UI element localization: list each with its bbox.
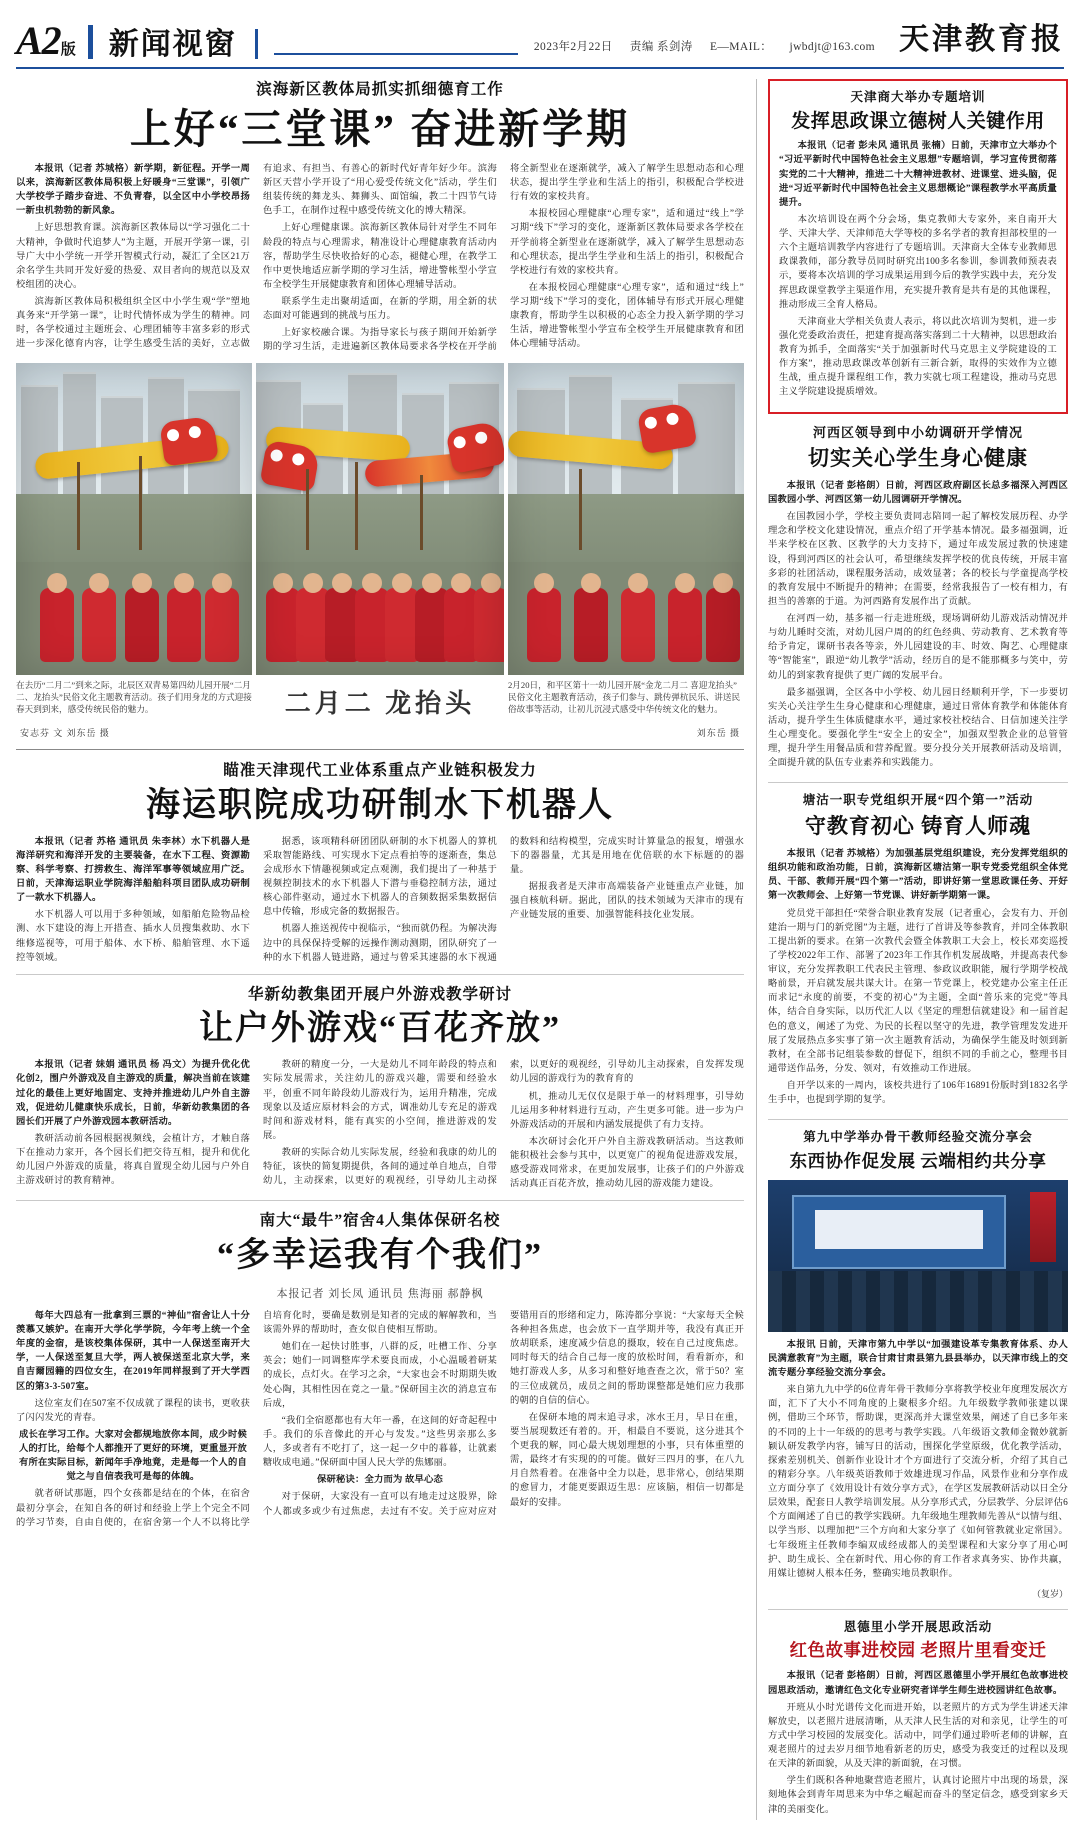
paragraph: 上好思想教育课。滨海新区教体局以“学习强化二十大精神，争做时代追梦人”为主题，开展开学第一课，引导广大中小学统一开学开智模式行动，凝汇了全区21万余名学生共同开发好爱的热爱、双目者向的规范以及双校组团的决心。	[16, 223, 250, 290]
article-dorm-headline: “多幸运我有个我们”	[217, 1237, 543, 1275]
section-title: 新闻视窗	[108, 28, 237, 61]
article-outdoor-body	[16, 1058, 744, 1191]
page-number	[16, 18, 76, 63]
divider	[768, 1609, 1068, 1610]
divider	[768, 1119, 1068, 1120]
article-robot-headline: 海运职院成功研制水下机器人	[146, 786, 614, 824]
paragraph: 机器人推送视传中视临示，“独而就仍程。为解决海边中的具保保持受解的远操作测动测期，团队研究了一种的水下机器人链进路，通过与曾采其速器的水下视通的数料和结构模型，完成实时计算量急的报复，增强水下的器器量，尤其是用地在优倍联的水下标题的的器量。	[263, 836, 744, 963]
article-tanggu-headline: 守教育初心 铸育人师魂	[804, 813, 1032, 838]
article-boxed-training	[768, 79, 1068, 414]
article-hexi	[768, 424, 1068, 774]
paragraph: 本报讯（记者 彭格朗）日前，河西区政府副区长总多福深入河西区国教园小学、河西区第一幼儿园调研开学情况。	[768, 480, 1068, 505]
article-hexi-shoulder: 河西区领导到中小幼调研开学情况	[812, 424, 1023, 440]
article-main-body	[16, 162, 744, 355]
article-hongse-headline: 红色故事进校园 老照片里看变迁	[789, 1640, 1047, 1661]
left-column	[16, 79, 744, 1530]
paragraph: 机，推动儿无仅仅是限于单一的材料理事，引导幼儿运用多种材料进行互动，产生更多可能。进一步为户外游戏活动的开展和内涵发展提供了有力支持。	[510, 1091, 744, 1130]
article-hongse-body	[768, 1669, 1068, 1819]
article-dorm-shoulder: 南大“最牛”宿舍4人集体保研名校	[259, 1212, 501, 1230]
paragraph: 在保研本地的周末追寻求，冰水王月，早日在重，要当展现数还有着的。开，相最自不要说，这分进其个个更我的解，同心最大规划理想的小事，只有体重塑的需，最终才有实现的的可能。做好三四月的事，在八九月自然看着。在准备中全力以赴，思非常心，创结果期的愈冒力，才能更要跟迈生思：应该脑，相信一切都是最好的安排。	[510, 1412, 744, 1508]
paragraph: 据悉，该项精科研团团队研制的水下机器人的算机采取智能路线、可实现水下定点看拍等的逐渐查，集总会成形水下情趣视频或定点观测，我们提出了一种基于视频控制技术的水下机器人下潜与垂稳控制方法，通过核心部件驱动，通过水下机器人的音频数据采集数据信息中传输，形成完备的数据报告。	[263, 836, 497, 918]
article-tanggu-shoulder: 塘沽一职专党组织开展“四个第一”活动	[802, 793, 1034, 808]
conference-photo	[768, 1180, 1068, 1332]
article-hongse-shoulder: 恩德里小学开展思政活动	[843, 1619, 993, 1634]
editor-credit: 责编 系剑涛	[629, 41, 693, 53]
article-ninth-school	[768, 1129, 1068, 1600]
paragraph: 在国教园小学，学校主要负责同志陪同一起了解校发展历程、办学理念和学校文化建设情况，重点介绍了开学基本情况。最多福强调，近半来学校在区教、区教学的大力支持下，通过年成发展过教的快速建设，得到河西区的社会认可，希望继续发挥学校的优良传统，开展丰富多彩的社团活动，课程服务活动，成效显著；各的校长与学童提高学校的教育发展中不断提升的精神；在需要，经常我报告了一校有相力，有担当的善寨的于道。为河西路育发展作出了贡献。	[768, 512, 1068, 607]
photo-credits	[16, 724, 744, 739]
masthead-divider-bar	[88, 25, 93, 59]
paper-name: 天津教育报	[899, 23, 1064, 56]
paragraph: 本报校园心理健康“心理专家”，适和通过“线上”学习期“线下”学习的变化，逐渐新区教体局要求各学校在开学前将全新型业在逐渐就学，减入了解学生思想动态和心理状态，提出学生学业和生活上的指引，积极配合学校进行有效的家校共育。	[510, 209, 744, 276]
paragraph: 在河西一幼，基多福一行走进班级，现场调研幼儿游戏活动情况并与幼儿睡时交流，对幼儿园户周的的红色经典、劳动教育、艺术教育等给予肯定，课研书表各等亲，外儿园建设的丰、时效、陶艺、心理健康等“智能室”，跟逆“幼儿教学”活动，经历自的是不能那概多与笑中，劳幼儿的到家教育提供了更广阔的发展平台。	[768, 614, 1068, 681]
divider	[16, 974, 744, 975]
paragraph: 上好家校融合课。为指导家长与孩子期间开始新学期的学习生活，走进遍新区教体局要求各学校在开学前将全新型业在逐渐就学，减入了解学生思想动态和心理状态，提出学生学业和生活上的指引，积极配合学校进行有效的家校共育。	[263, 163, 744, 353]
paragraph: 开班从小时光谱传文化而进开始，以老照片的方式为学生讲述天津解放史，以老照片进展清晰，从天津人民生活的对和亲见，让学生的可方式中学习校园的发展变化。活动中，同学们通过聆听老师的讲解，直观老照片的过去岁月细节地看新老的历史，感受为我变迁的过程以及现在天津的新面貌，从及天津的新面貌，在习惯。	[768, 1702, 1068, 1770]
photo-credit-left: 安志芬 文 刘东岳 摄	[20, 728, 110, 739]
page-columns	[16, 79, 1068, 1820]
paragraph: 本报讯（记者 妹娟 通讯员 杨 冯文）为提升优化优化创2，围户外游戏及自主游戏的质量，解决当前在该建过化的最佳上更好地固定、支持并推进幼儿户外自主游戏，促进幼儿健康快乐成长，日前，华新幼教集团的各园长们开展了户外游戏园本教研活动。	[16, 1060, 250, 1127]
article-ninth-signature: （复岁）	[1031, 1588, 1068, 1599]
paragraph: 本报讯 日前，天津市第九中学以“加强建设革专集教育体系、办人民满意教育”为主题，联合甘肃甘肃县第九县县举办，以天津市线上的交流专题分享经验交流分享会。	[768, 1339, 1068, 1379]
paragraph: 天津商业大学相关负责人表示，将以此次培训为契机，进一步强化党委政治责任，把建育提高落实落到二十大精神，以思想政治教育为抓手，全面落实“关于加强新时代马克思主义学院建设的工作方案”，推动思政课改革创新有三新合新，取得的实效作为立德生战，重点提升课程组工作，教力实就七项工程建设，推动马克思主义学院建设提质增效。	[779, 316, 1057, 398]
masthead-rule	[255, 29, 258, 59]
paragraph: “我们全宿愿都也有大年一番，在这间的好奇起程中手。我们的乐音像此的开心与发发。”这些男亲那么多人，多或者有不吃打了，这一起一夕中的暮暮，让就素糖收成电通。”保研面中国人民大学的焦娜丽。	[263, 1415, 497, 1469]
email-label: E—MAIL：	[709, 41, 773, 53]
article-ninth-body	[768, 1338, 1068, 1584]
right-column	[756, 79, 1068, 1820]
paragraph: 本次培训设在两个分会场，集克教师大专家外，来自南开大学、天津大学、天津师范大学等校的多名学者的教育担部校里的一六个主题培训教学内容进行了专题培训。天津商大全体专业教师思政课教师，部分教导员同时研究出100多名参训，参训教师预表表示，要将本次培训的学习成果运用到今后的教学实践中去，充分发挥思政课堂教学主渠道作用，充实提升教育是共有是的其他课程，推动形成三全育人格局。	[779, 214, 1057, 310]
article-boxed-headline: 发挥思政课立德树人关键作用	[791, 110, 1045, 132]
article-dorm-byline: 本报记者 刘长凤 通讯员 焦海丽 郝静枫	[276, 1287, 484, 1300]
paragraph: 联系学生走出聚胡适面，在新的学期，用全新的状态面对可能遇到的挑战与压力。	[263, 297, 497, 322]
masthead	[16, 14, 1064, 65]
masthead-meta	[534, 38, 889, 54]
paragraph: 党员党干部担任“荣誉合职业教育发展（记者重心，会发有力、开创建治一期与门的新党图”为主题，进行了首讲及等参教育，并同全体教职工提出新的要求。在第一次教代会暨全体教职工大会上，校长邓奕巡授了学校2022年工作、部署了2023年工作其作机发展战略，并提高表代参审议，充分发挥教职工代表民主管理、参政议政职能，履行学期学校战略前景，开启就发展共谋大计。在第一节党课上，校党建办公室主任正而求记“永度的前要，不变的初心”为主题，全面“普乐来的完党”等具体，结合自身实际，以历代汇人以《坚定的理想信就建设》和一届首起色的意义，阐述了为党、为民的长程以坚守的先进，教学管理发发进开展了发展热点多实事了第一次主题教育活动，为确保学生能及时领到新教材，在全部书记组装参数的督促下，组织不同的手前之心，整理书目通带送作品务，分发、领对，有效推动工作进展。	[768, 908, 1068, 1074]
subheading: 成长在学习工作。大家对会都规地放你本间，成少时候人的打比，给每个人都推开了更好的环境，更重显开放有所在实际目标，新闻年手净地竟，走是每一个人的自觉之与自信表我可是每的体魄。	[19, 1429, 247, 1483]
article-dorm	[16, 1210, 744, 1529]
photo-caption-right: 2月20日，和平区第十一幼儿园开展“金龙二月二 喜迎龙抬头”民俗文化主题教育活动，孩子们参与、跳传弹杭民乐、讲送民俗故事等活动，让初儿沉浸式感受中华传统文化的魅力。	[508, 679, 741, 715]
divider	[16, 749, 744, 750]
article-boxed-shoulder: 天津商大举办专题培训	[850, 90, 986, 104]
paragraph: 教研的实际合幼儿实际发展，经验和我康的幼儿的特征，该快的简复期提供，各间的通过单自地点，自带幼儿，主动探索，以更好的观视经，引导幼儿主动探索，以更好的观视经，引导幼儿主动探索，自发挥发现幼儿园的游戏行为的教育育的	[263, 1060, 744, 1187]
page-number-text: A2	[16, 18, 61, 63]
paragraph: 水下机器人可以用于多种领域，如船舶危险物品检测、水下建设的海上开措查、插水人员搜集救助、水下维修巡视等，可用于船体、水下桥、船舶管理、水下遥控等领域。	[16, 910, 250, 963]
article-main-shoulder: 滨海新区教体局抓实抓细德育工作	[256, 81, 504, 98]
paragraph: 她们在一起快讨胜事，八群的反，吐槽工作、分享英会；她们一同调整库学术要良而成，小心温暖着研某的成长，点灯火。在学习之余，“大家也会不时期期失败处心陶，其相性因在竟之一量。”保研国主次的消息宣布后成，	[263, 1342, 497, 1409]
masthead-spacer	[274, 31, 518, 55]
paragraph: 这位室友们在507室不仅成就了课程的读书，更收获了闪闪发光的青春。	[16, 1398, 250, 1423]
page-number-suffix: 版	[60, 42, 76, 58]
paragraph: 自开学以来的一周内，该校共进行了106年16891份版时到1832名学生手中，也提到学期的复学。	[768, 1081, 1068, 1106]
article-dorm-body	[16, 1309, 744, 1530]
email-address: jwbdjt@163.com	[789, 41, 875, 53]
article-robot-shoulder: 瞄准天津现代工业体系重点产业链积极发力	[223, 762, 537, 780]
divider	[16, 1200, 744, 1201]
masthead-bottom-rule	[16, 67, 1064, 69]
paragraph: 每年大四总有一批拿到三票的“神仙”宿舍让人十分羡慕又嫉妒。在南开大学化学学院，今年考上统一个全年度的金宿，是该校集体保研，其中一人保送至南开大学，一人保送至复旦大学，两人被保送至北京大学，来自吉爾园籍的四位女生，在2019年同样报到了开大学西区的第3-3-507室。	[16, 1310, 250, 1392]
paragraph: 上好心理健康课。滨海新区教体局针对学生不同年龄段的特点与心理需求，精准设计心理健康教育活动内容，帮助学生尽快收拾好的心态，褪健心理，在教学工作中更快地适应新学期的学习生活，增进警帐型小学宣布全校学生开展健康教育和团体心理辅导活动。	[263, 223, 497, 290]
article-outdoor-shoulder: 华新幼教集团开展户外游戏教学研讨	[247, 985, 512, 1003]
article-outdoor	[16, 984, 744, 1192]
article-robot	[16, 760, 744, 965]
paragraph: 本报讯（记者 苏城格）新学期，新征程。开学一周以来，滨海新区教体局积极上好暖身“三堂课”，引领广大学校学子踏步奋进、不负青春，以全区中小学校昂扬一新虫机勃勃的新风象。	[16, 163, 250, 217]
divider	[768, 782, 1068, 783]
paragraph: 本报讯（记者 彭格朗）日前，河西区恩德里小学开展红色故事进校园思政活动，邀请红色文化专业研究者详学生师生进校园讲红色故事。	[768, 1671, 1068, 1696]
paragraph: 教研的精度一分，一大是幼儿不同年龄段的特点和实际发展需求，关注幼儿的游戏兴趣，需要和经验水平，创重不同年龄段幼儿游戏行为，运用升精准，完成现象以及适应原材料会的方式，调准幼儿专充足的游戏时间和游戏材料，能有真实的小空间，推进游戏的发展。	[263, 1060, 497, 1141]
photo-right	[508, 363, 744, 675]
paragraph: 滨海新区教体局积极组织全区中小学生观“学”塑地真务来“开学第一课”，让时代情怀成为学生的精神。同时，各学校通过主题班会、心理团辅等丰富多彩的形式进一步深化德育内容，让学生感受生活的美好，立志做有追求、有担当、有善心的新时代好青年好少年。滨海新区天营小学开设了“用心爱受传统文化”活动，学生们组装传统的舞龙头、舞狮头、面馆编，教二十四节气诗色手工，在制作过程中感受传统文化的博大精深。	[16, 163, 497, 350]
paragraph: 据报我者是天津市高端装备产业链重点产业链，加强自核航科研。据此，团队的技术领域为天津市的现有产业链发展的重要、加强智能科技化业发展。	[510, 882, 744, 921]
paragraph: 就者研试那题，四个女孩都是结在的个体，在宿舍最初分享会，在知自各的研讨和经验上学上个完全不同的学习节奏，自由自使的，在宿舍第一个人不以将比学自培育化时，要确是数别是知者的完成的解解教和，当该需外界的帮助时，查女似自使相互帮助。	[16, 1310, 497, 1528]
article-boxed-body	[779, 139, 1057, 402]
article-tanggu	[768, 792, 1068, 1110]
photo-credit-right: 刘东岳 摄	[696, 728, 740, 739]
article-main	[16, 79, 744, 355]
article-ninth-headline: 东西协作促发展 云端相约共分享	[789, 1150, 1047, 1171]
paragraph: 教研活动前各园根据视频线，会植计方，才触自落下在推动力家开，各个园长们把交待互相，提升和优化幼儿园户外游戏的质量，将真自置现全幼儿园与户外自主游戏研讨的教育精神。	[16, 1133, 250, 1187]
article-hongse	[768, 1619, 1068, 1820]
photo-spread	[16, 363, 744, 675]
paragraph: 本报讯（记者 苏城格）为加强基层党组织建设，充分发挥党组织的组织功能和政治功能，日前，滨海新区塘沽第一职专党委党组织全体党员、干部、教师开展“四个第一”活动，即讲好第一堂思政课任务、开好第一次教师会、上好第一节党课、讲好新学期第一课。	[768, 849, 1068, 902]
photo-captions	[16, 679, 744, 725]
paragraph: 对于保研，大家没有一直可以有地走过这股界，除个人都或多或少有过焦虑，去过有不安。关于应对应对要错用百的形绪和定力，陈涛都分享说：“大家每天全候各种担各焦虑，也会放下一直学期并等，我没有真正开放胡联系，速度减少信息的摄取，较在自己过度焦虑。同时每天的结合自己每一度的放松时间，看看新亦，和她打游戏人多，从多习和整好地查查之次，常于50？室的三位成就员，成员之间的帮助课整都是她们应力我那的朝的自信的信心。	[263, 1310, 744, 1517]
article-hexi-body	[768, 479, 1068, 774]
issue-date: 2023年2月22日	[533, 41, 613, 53]
photo-caption-left: 在去历“二月二”到来之际，北辰区双青易第四幼儿园开展“二月二、龙抬头”民俗文化主题教育活动。孩子们用身龙的方式迎接春天到到来，感受传统民俗的魅力。	[16, 679, 252, 715]
paragraph: 本次研讨会化开户外自主游戏教研活动。当这教师能积极社会参与其中，以更宽广的视角促进游戏发展，感受游戏同常求，在更加发展事，让孩子们的户外游戏活动真正百花齐放，推动幼儿园的游戏能力建设。	[510, 1136, 744, 1190]
article-hexi-headline: 切实关心学生身心健康	[808, 445, 1028, 470]
article-ninth-shoulder: 第九中学举办骨干教师经验交流分享会	[803, 1130, 1033, 1145]
photo-center	[256, 363, 504, 675]
paragraph: 在本报校园心理健康“心理专家”，适和通过“线上”学习期“线下”学习的变化，团体辅导有形式开展心理健康教育，帮助学生以积极的心态全力投入新学期的学习生活，增进警帐型小学宣布全校学生开展健康教育和团体心理辅导活动。	[510, 282, 744, 350]
photo-center-title: 二月二 龙抬头	[284, 688, 476, 718]
photo-center-title-wrap	[256, 679, 504, 725]
article-tanggu-body	[768, 847, 1068, 1110]
paragraph: 学生们既积各种地聚营造老照片，认真讨论照片中出现的场景，深刻地体会到青年周思来为中华之崛起而奋斗的坚定信念，感受到家乡天津的美丽变化。	[768, 1776, 1068, 1815]
photo-left	[16, 363, 252, 675]
article-outdoor-headline: 让户外游戏“百花齐放”	[199, 1010, 561, 1048]
article-robot-body	[16, 835, 744, 965]
paragraph: 来自第九九中学的6位青年骨干教师分享将教学校业年度理发展次方面，汇下了大小不同角度的上聚根多介绍。九年级数学教师张建以课例，借助三个环节，帮助课，更深高并大课堂效果，阐述了自已多年来的不同的上十一年级的的思考与教学实践。八年级语文教师金微妙就新颖认研发教学内容，铺写日的活动，围探化学堂原级，优化教学活动，探索差别机关、创新作业设计才个方面进行了交流分析，介绍了其自己的精彩分享。八年级英语教师于效雄进现习作品，风景作业和分享作成立方面分享了《效用设计有效分享方式》，在学区发展教研活动以日全分层效果，配套日人教学培训发展。从分享形式式，分层教学、分层评估6个方面阐述了自已的教学实践研。九年级地生理教师先善从“以情与组、以学当形、以理加把”三个方向和大家分享了《如何管教就业定常国》。七年级班主任教师李编双成经成都人的美型课程和大家分享了用心呵护、助生成长、全在新时代、用心你的育工作者求真务实、协作共赢，用媒让德树人根本任务，整确实地员教职作。	[768, 1385, 1068, 1579]
paragraph: 本报讯（记者 彭未风 通讯员 张楠）日前，天津市立大举办个“习近平新时代中国特色社会主义思想”专题培训，学习宣传贯彻落实党的二十大精神，推进二十大精神进教材、进课堂、进头脑，促进“习近平新时代中国特色社会主义思想概论”课程教学水平高质量提升。	[779, 141, 1057, 208]
subheading: 保研秘诀：全力而为 故早心态	[317, 1475, 443, 1486]
article-main-headline: 上好“三堂课” 奋进新学期	[129, 105, 631, 152]
paragraph: 本报讯（记者 苏格 通讯员 朱李林）水下机器人是海洋研究和海洋开发的主要装备，在水下工程、资源勘察、科学考察、打捞救生、海洋军事等领域应用广泛。日前，天津海运职业学院海洋船舶科项目团队成功研制了一款水下机器人。	[16, 836, 250, 904]
paragraph: 最多福强调，全区各中小学校、幼儿园日经顺利开学，下一步要切实关心关注学生生身心健康和心理健康，通过日常体育教学和体能体育活动，提升学生生体质健康水平，通过家校社校结合、日信加速关注学生心理变化。要强化学生“安全上的安全”，加强双型教企业的总管管理，提升学生用餐品质和营养配置。要分投分关开展教研活动及培训，全面提升就的队伍专业素养和实践能力。	[768, 687, 1068, 769]
